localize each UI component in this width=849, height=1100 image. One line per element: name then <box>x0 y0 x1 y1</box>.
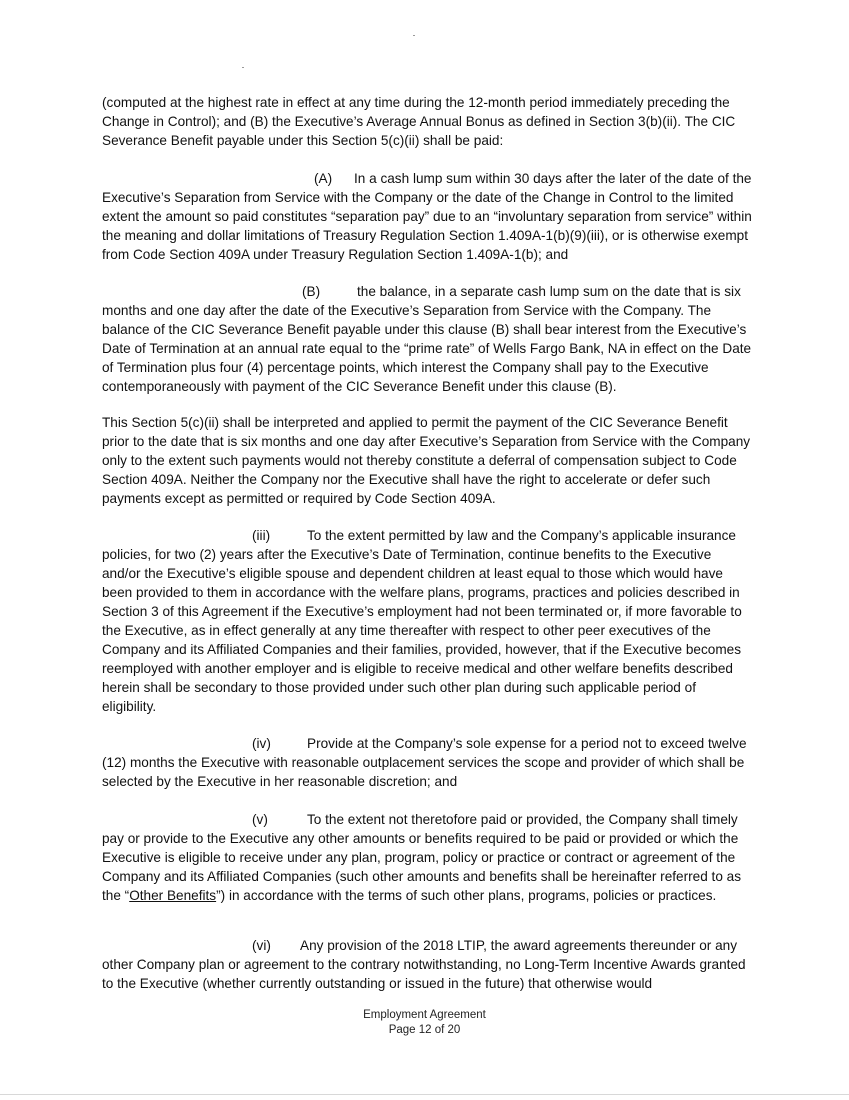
clause-iii <box>102 526 752 716</box>
clause-vi-text: Any provision of the 2018 LTIP, the award agreements thereunder or any other Company plan or agreement to the contrary notwithstanding, no Long-Term Incentive Awards granted to the Executive (whether currently outstanding or issued in the future) that otherwise would <box>102 938 746 991</box>
clause-b <box>102 282 752 396</box>
clause-iv <box>102 734 752 791</box>
clause-iii-marker: (iii) <box>252 528 271 543</box>
scan-speck <box>413 35 415 36</box>
paragraph-computed <box>102 93 752 150</box>
clause-iii-text: To the extent permitted by law and the Company’s applicable insurance policies, for two (2) years after the Executive’s Date of Termination, continue benefits to the Executive and/or the Executive’s eligible spouse and dependent children at least equal to those which would have been provided to them in accordance with the welfare plans, programs, practices and policies described in Section 3 of this Agreement if the Executive’s employment had not been terminated or, if more favorable to the Executive, as in effect generally at any time thereafter with respect to other peer executives of the Company and its Affiliated Companies and their families, provided, however, that if the Executive becomes reemployed with another employer and is eligible to receive medical and other welfare benefits described herein shall be secondary to those provided under such other plan during such applicable period of eligibility. <box>102 528 742 714</box>
clause-vi <box>102 936 752 993</box>
paragraph-interpretation-text: This Section 5(c)(ii) shall be interpreted and applied to permit the payment of the CIC Severance Benefit prior to the date that is six months and one day after Executive’s Separation from Service with the Company only to the extent such payments would not thereby constitute a deferral of compensation subject to Code Section 409A. Neither the Company nor the Executive shall have the right to accelerate or defer such payments except as permitted or required by Code Section 409A. <box>102 415 751 506</box>
clause-a <box>102 169 752 264</box>
clause-a-marker: (A) <box>314 171 333 186</box>
clause-b-marker: (B) <box>302 284 321 299</box>
clause-iv-marker: (iv) <box>252 736 271 751</box>
defined-term-other-benefits: Other Benefits <box>129 888 217 903</box>
clause-v-marker: (v) <box>252 812 268 827</box>
clause-v <box>102 810 752 905</box>
clause-a-text: In a cash lump sum within 30 days after the later of the date of the Executive’s Separation from Service with the Company or the date of the Change in Control to the limited extent the amount so paid constitutes “separation pay” due to an “involuntary separation from service” within the meaning and dollar limitations of Treasury Regulation Section 1.409A-1(b)(9)(iii), or is otherwise exempt from Code Section 409A under Treasury Regulation Section 1.409A-1(b); and <box>102 171 752 262</box>
clause-v-text-after: ”) in accordance with the terms of such other plans, programs, policies or practices. <box>216 888 717 903</box>
footer-page-number: Page 12 of 20 <box>388 1024 461 1036</box>
footer-title: Employment Agreement <box>363 1009 486 1021</box>
page-footer <box>0 1008 849 1038</box>
clause-vi-marker: (vi) <box>252 938 271 953</box>
scan-speck <box>242 67 244 68</box>
clause-b-text: the balance, in a separate cash lump sum on the date that is six months and one day after the date of the Executive’s Separation from Service with the Company. The balance of the CIC Severance Benefit payable under this clause (B) shall bear interest from the Executive’s Date of Termination at an annual rate equal to the “prime rate” of Wells Fargo Bank, NA in effect on the Date of Termination plus four (4) percentage points, which interest the Company shall pay to the Executive contemporaneously with payment of the CIC Severance Benefit under this clause (B). <box>102 284 752 394</box>
scan-edge-line <box>0 1094 849 1095</box>
clause-v-text-before: To the extent not theretofore paid or provided, the Company shall timely pay or provide to the Executive any other amounts or benefits required to be paid or provided or which the Executive is eligible to receive under any plan, program, policy or practice or contract or agreement of the Company and its Affiliated Companies (such other amounts and benefits shall be hereinafter referred to as the “ <box>102 812 742 903</box>
paragraph-interpretation <box>102 413 752 508</box>
paragraph-computed-text: (computed at the highest rate in effect at any time during the 12-month period immediately preceding the Change in Control); and (B) the Executive’s Average Annual Bonus as defined in Section 3(b)(ii). The CIC Severance Benefit payable under this Section 5(c)(ii) shall be paid: <box>102 95 736 148</box>
clause-iv-text: Provide at the Company’s sole expense for a period not to exceed twelve (12) months the Executive with reasonable outplacement services the scope and provider of which shall be selected by the Executive in her reasonable discretion; and <box>102 736 747 789</box>
